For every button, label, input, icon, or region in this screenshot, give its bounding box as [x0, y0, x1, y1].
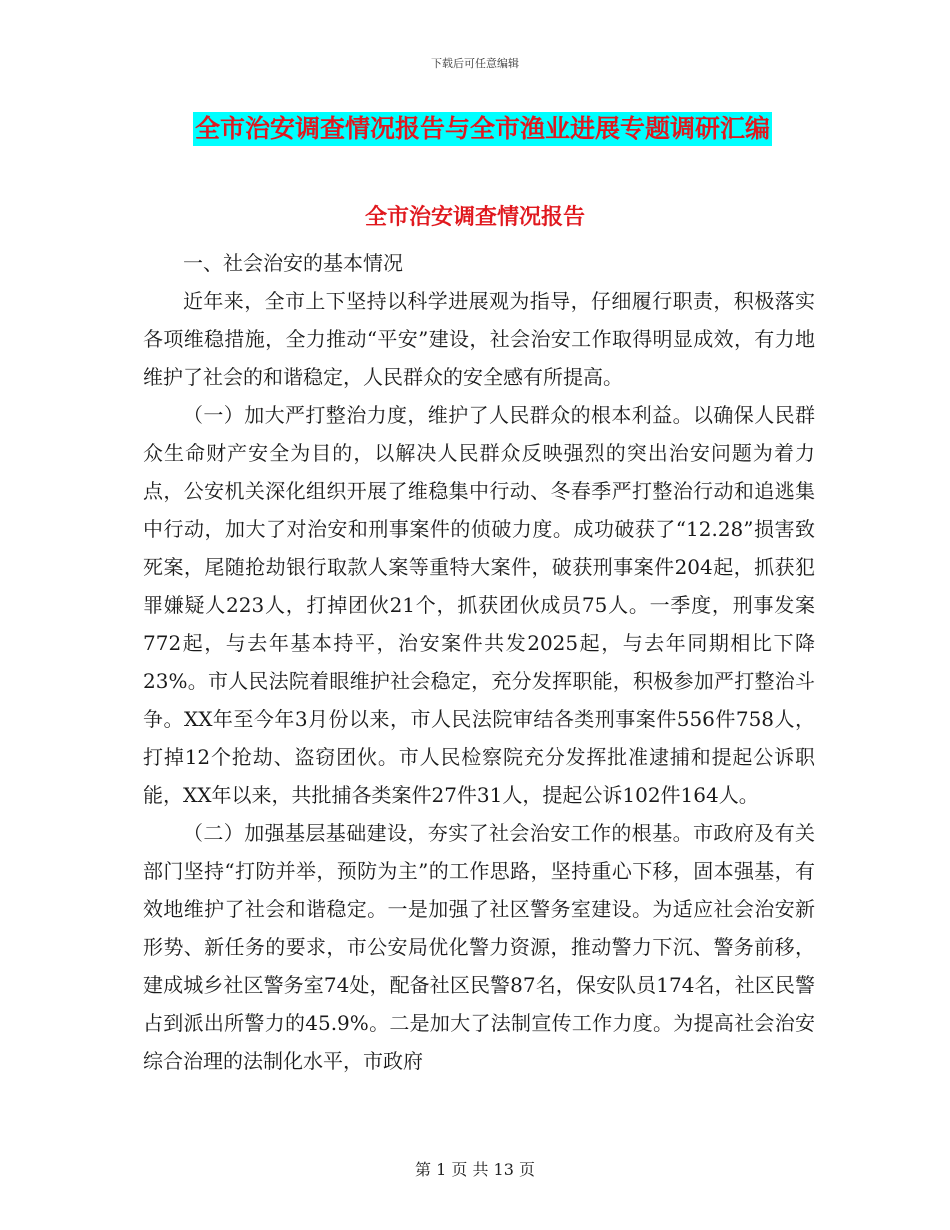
paragraph-grassroots: （二）加强基层基础建设，夯实了社会治安工作的根基。市政府及有关部门坚持“打防并举，预防为主”的工作思路，坚持重心下移，固本强基，有效地维护了社会和谐稳定。一是加强了社区警务室建设。为适应社会治安新形势、新任务的要求，市公安局优化警力资源，推动警力下沉、警务前移，建成城乡社区警务室74处，配备社区民警87名，保安队员174名，社区民警占到派出所警力的45.9%。二是加大了法制宣传工作力度。为提高社会治安综合治理的法制化水平，市政府: [143, 821, 815, 1073]
paragraph-intro: 近年来，全市上下坚持以科学进展观为指导，仔细履行职责，积极落实各项维稳措施，全力推动“平安”建设，社会治安工作取得明显成效，有力地维护了社会的和谐稳定，人民群众的安全感有所提高。: [143, 289, 815, 389]
page-footer: 第 1 页 共 13 页: [415, 1160, 535, 1179]
report-title: 全市治安调查情况报告: [364, 204, 585, 230]
report-body: [143, 244, 815, 1080]
section-heading: 一、社会治安的基本情况: [183, 251, 403, 275]
paragraph-crackdown: （一）加大严打整治力度，维护了人民群众的根本利益。以确保人民群众生命财产安全为目的，以解决人民群众反映强烈的突出治安问题为着力点，公安机关深化组织开展了维稳集中行动、冬春季严打整治行动和追逃集中行动，加大了对治安和刑事案件的侦破力度。成功破获了“12.28”损害致死案，尾随抢劫银行取款人案等重特大案件，破获刑事案件204起，抓获犯罪嫌疑人223人，打掉团伙21个，抓获团伙成员75人。一季度，刑事发案772起，与去年基本持平，治安案件共发2025起，与去年同期相比下降23%。市人民法院着眼维护社会稳定，充分发挥职能，积极参加严打整治斗争。XX年至今年3月份以来，市人民法院审结各类刑事案件556件758人，打掉12个抢劫、盗窃团伙。市人民检察院充分发挥批准逮捕和提起公诉职能，XX年以来，共批捕各类案件27件31人，提起公诉102件164人。: [143, 403, 815, 807]
document-main-title: 全市治安调查情况报告与全市渔业进展专题调研汇编: [193, 112, 772, 146]
page-header-note: 下载后可任意编辑: [431, 57, 519, 70]
